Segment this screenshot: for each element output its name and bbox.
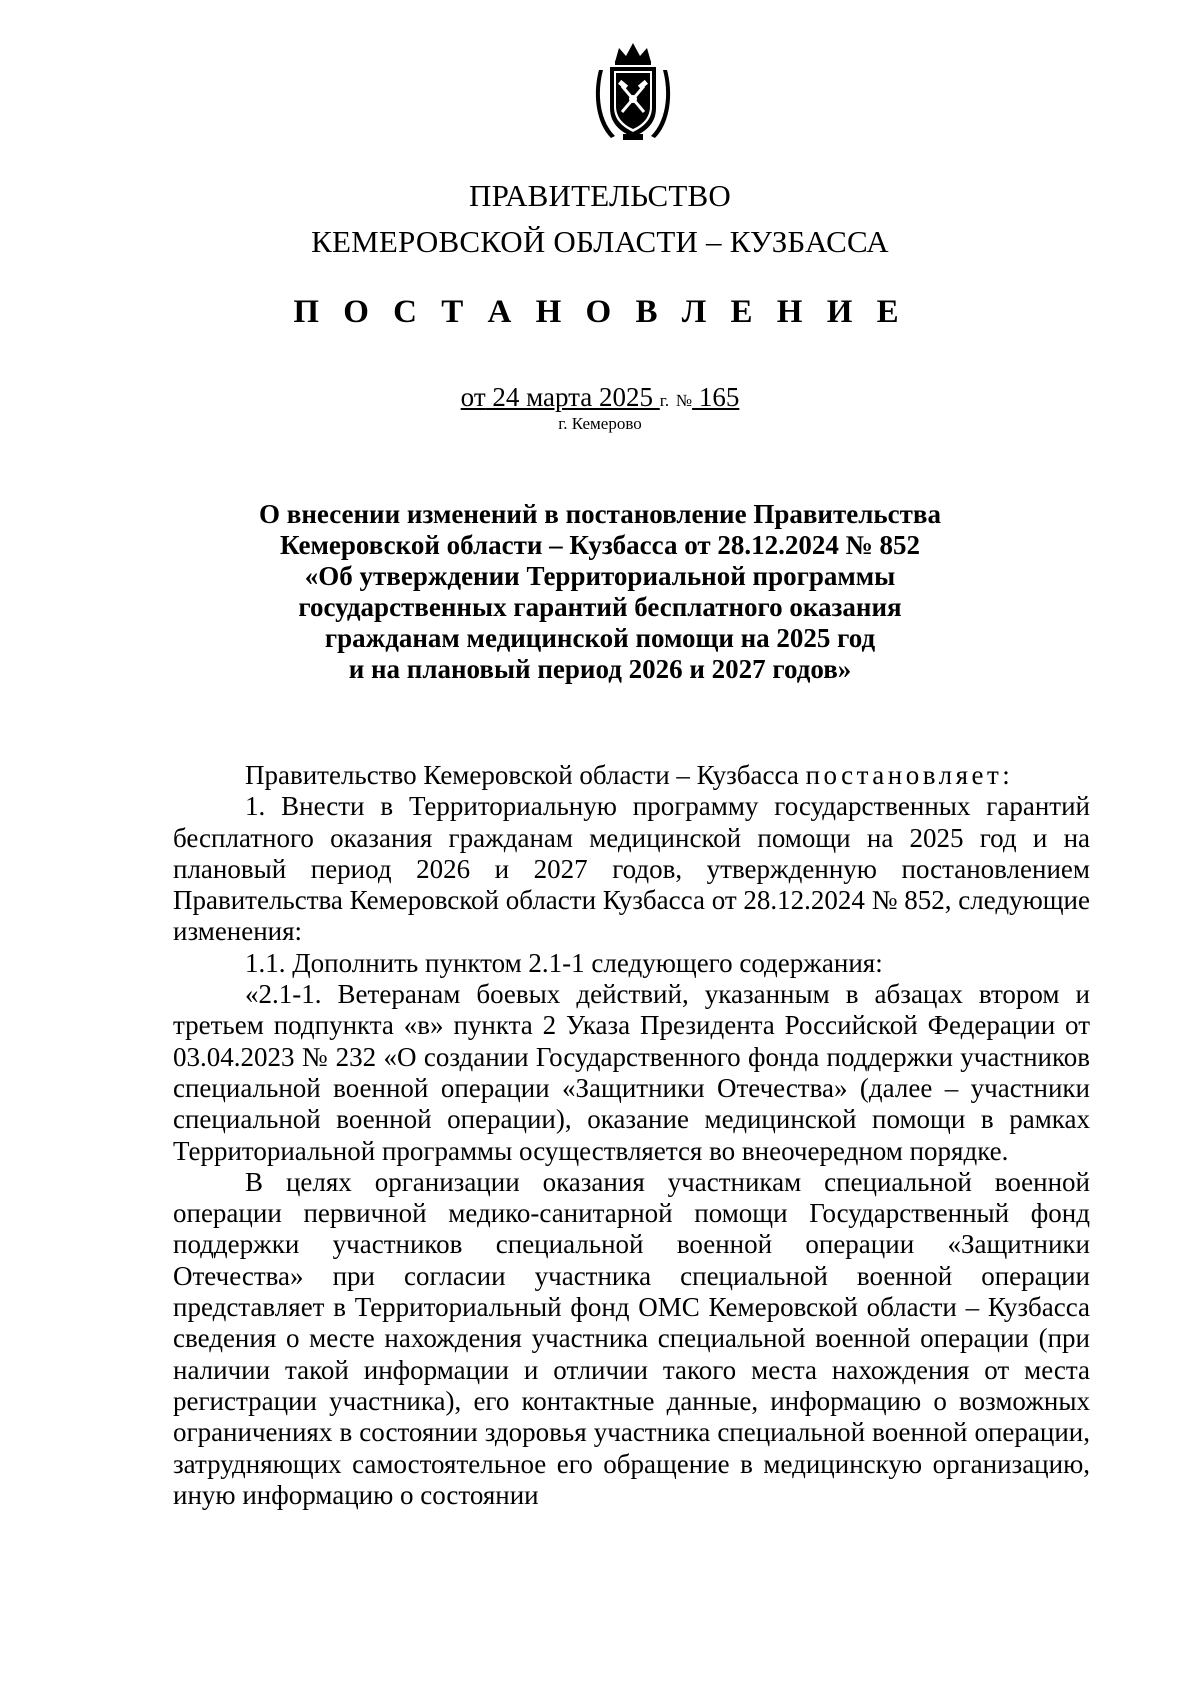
number-sign: № [675, 391, 693, 410]
resolves-verb: постановляет: [805, 760, 1014, 790]
paragraph-goals: В целях организации оказания участникам специальной военной операции первичной медико-санитарной помощи Государственный фонд поддержки участников специальной военной операции «Защитники Отечества» при согласии участника специальной военной операции представляет в Территориальный фонд ОМС Кемеровской области – Кузбасса сведения о месте нахождения участника специальной военной операции (при наличии такой информации и отличии такого места нахождения от места регистрации участника), его контактные данные, информацию о возможных ограничениях в состоянии здоровья участника специальной военной операции, затрудняющих самостоятельное его обращение в медицинскую организацию, иную информацию о состоянии [173, 1166, 1090, 1510]
government-title: ПРАВИТЕЛЬСТВО [469, 178, 731, 213]
document-body [173, 760, 1090, 1511]
city-label: г. Кемерово [558, 414, 642, 433]
document-subject [240, 499, 960, 685]
intro-paragraph [173, 760, 1090, 791]
paragraph-1: 1. Внести в Территориальную программу государственных гарантий бесплатного оказания гражданам медицинской помощи на 2025 год и на плановый период 2026 и 2027 годов, утвержденную постановлением Правительства Кемеровской области Кузбасса от 28.12.2024 № 852, следующие изменения: [173, 791, 1090, 947]
subject-line: «Об утверждении Территориальной программы [304, 561, 896, 591]
document-date: 24 марта 2025 [485, 382, 660, 412]
subject-line: государственных гарантий бесплатного оказания [298, 592, 902, 622]
coat-of-arms-icon [593, 40, 673, 144]
document-number: 165 [692, 382, 740, 412]
subject-line: гражданам медицинской помощи на 2025 год [324, 623, 876, 653]
subject-line: О внесении изменений в постановление Правительства [259, 499, 941, 529]
region-title: КЕМЕРОВСКОЙ ОБЛАСТИ – КУЗБАССА [311, 224, 889, 259]
date-and-number-line [0, 381, 1200, 417]
date-prefix: от [460, 382, 486, 412]
year-suffix: г. [659, 391, 670, 410]
paragraph-2-1-1: «2.1-1. Ветеранам боевых действий, указанным в абзацах втором и третьем подпункта «в» пункта 2 Указа Президента Российской Федерации от 03.04.2023 № 232 «О создании Государственного фонда поддержки участников специальной военной операции «Защитники Отечества» (далее – участники специальной военной операции), оказание медицинской помощи в рамках Территориальной программы осуществляется во внеочередном порядке. [173, 979, 1090, 1166]
intro-text: Правительство Кемеровской области – Кузбасса [245, 760, 806, 790]
subject-line: и на плановый период 2026 и 2027 годов» [348, 654, 852, 684]
document-type-heading: П О С Т А Н О В Л Е Н И Е [293, 294, 907, 330]
paragraph-1-1: 1.1. Дополнить пунктом 2.1-1 следующего содержания: [245, 947, 883, 978]
subject-line: Кемеровской области – Кузбасса от 28.12.2024 № 852 [279, 530, 921, 560]
